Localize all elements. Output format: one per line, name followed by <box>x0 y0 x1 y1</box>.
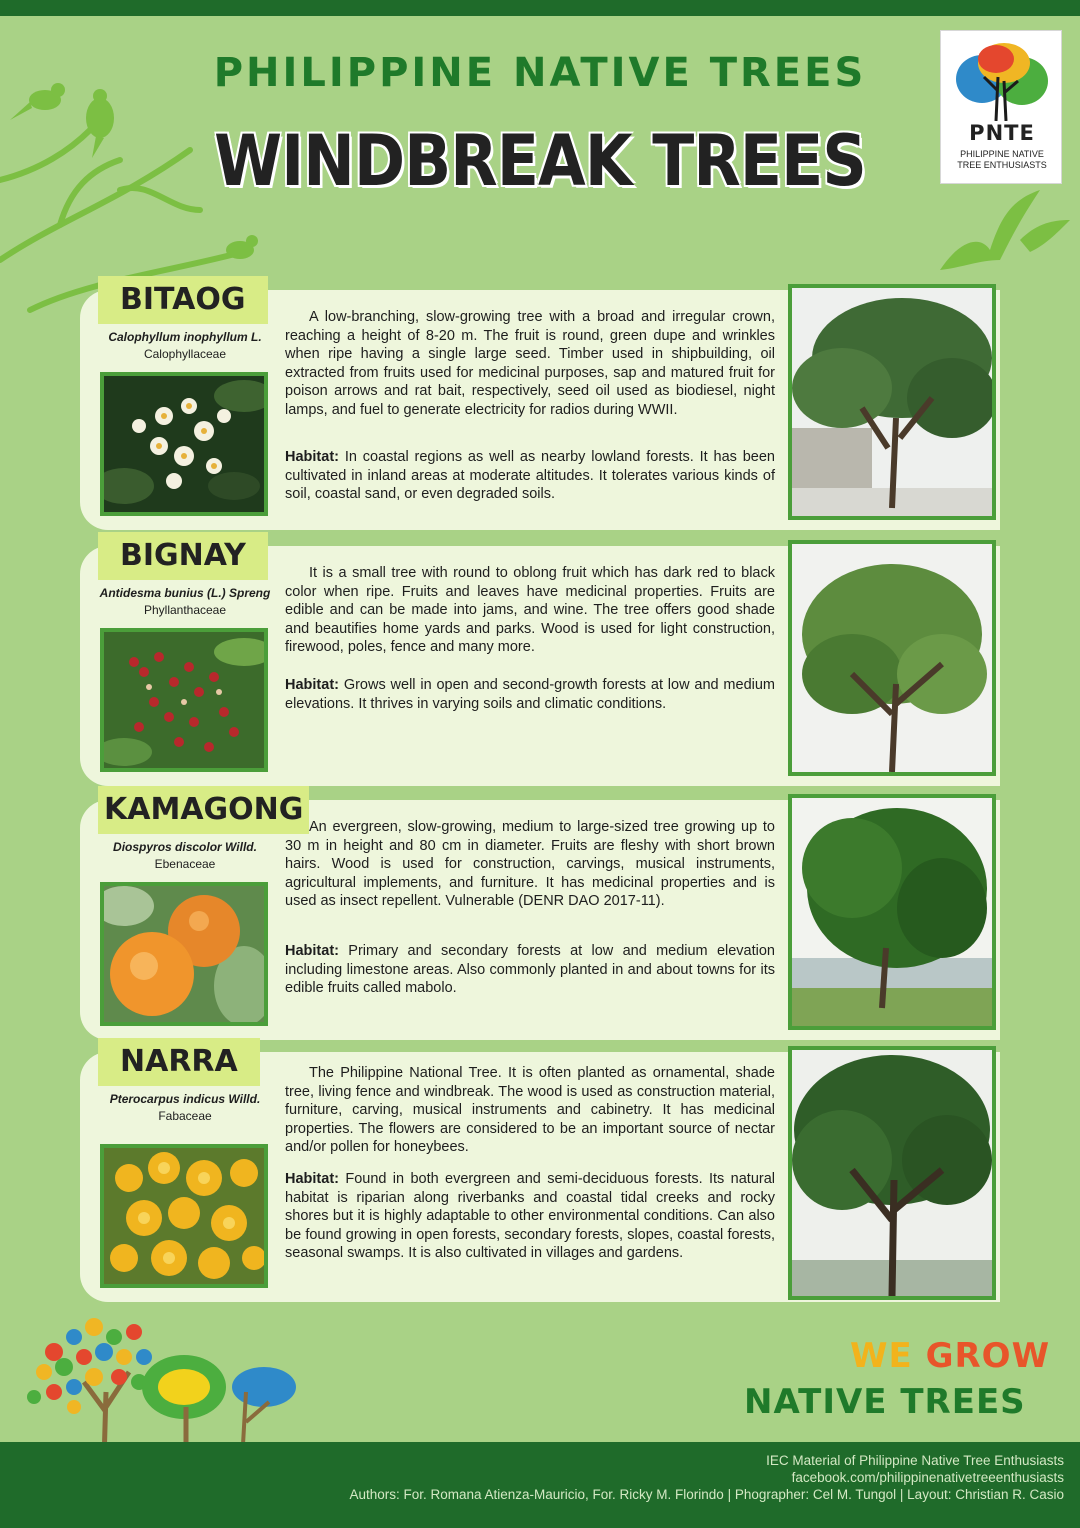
slogan-we-grow <box>850 1336 1050 1376</box>
kicker-title: PHILIPPINE NATIVE TREES <box>213 50 867 96</box>
tree-habitat <box>285 448 775 504</box>
tree-habitat <box>285 676 775 713</box>
top-bar <box>0 0 1080 16</box>
slogan-grow: GROW <box>925 1336 1051 1376</box>
tree-card-kamagong <box>80 792 1000 1040</box>
habitat-text: Primary and secondary forests at low and medium elevation including limestone areas. Also commonly planted in and about towns for its edible fruits called mabolo. <box>285 943 775 996</box>
family-name: Calophyllaceae <box>143 347 227 361</box>
logo-subtitle: PHILIPPINE NATIVE TREE ENTHUSIASTS <box>957 149 1047 170</box>
kamagong-fruit-photo <box>100 882 268 1026</box>
habitat-text: In coastal regions as well as nearby lowland forests. It has been cultivated in inland areas at moderate altitudes. It tolerates various kinds of soil, coastal sand, or even degraded soils. <box>285 449 775 502</box>
tree-name: KAMAGONG <box>98 786 309 834</box>
tree-description: It is a small tree with round to oblong fruit which has dark red to black color when ripe. Fruits and leaves have medicinal properties. Fruits are edible and can be made into jams, and wine. The tree offers good shade and beautifies home yards and parks. Wood is used for light construction, firewood, poles, fence and many more. <box>285 565 775 655</box>
slogan-we: WE <box>850 1336 913 1376</box>
tree-name: BITAOG <box>98 276 268 324</box>
slogan-native-trees: NATIVE TREES <box>744 1382 1026 1422</box>
bignay-tree-photo <box>788 540 996 776</box>
habitat-label: Habitat: <box>285 943 339 959</box>
credits-facebook-link: facebook.com/philippinenativetreeenthusiasts <box>791 1470 1064 1485</box>
credits <box>324 1452 1064 1503</box>
narra-tree-photo <box>788 1046 996 1300</box>
scientific-name: Pterocarpus indicus Willd. <box>109 1092 261 1106</box>
tree-card-narra <box>80 1044 1000 1302</box>
habitat-text: Grows well in open and second-growth forests at low and medium elevations. It thrives in varying soils and climatic conditions. <box>285 677 775 712</box>
kamagong-tree-photo <box>788 794 996 1030</box>
tree-description: An evergreen, slow-growing, medium to large-sized tree growing up to 30 m in height and 80 cm in diameter. Fruits are fleshy with short brown hairs. Wood is used for construction, carvings, musical instruments, agricultural implements, and furniture. It has medicinal properties and is used as insect repellent. Vulnerable (DENR DAO 2017-11). <box>285 819 775 909</box>
tree-card-bignay <box>80 538 1000 786</box>
pnte-logo <box>940 30 1062 184</box>
scientific-name: Calophyllum inophyllum L. <box>108 330 262 344</box>
habitat-text: Found in both evergreen and semi-deciduous forests. Its natural habitat is riparian along riverbanks and coastal tidal creeks and rocky shores but it is highly adaptable to other environmental conditions. Can also be found growing in open forests, secondary forests, slopes, coastal forests, seasonal swamps. It is also cultivated in villages and gardens. <box>285 1171 775 1261</box>
family-name: Fabaceae <box>158 1109 212 1123</box>
bitaog-tree-photo <box>788 284 996 520</box>
tree-name: NARRA <box>98 1038 260 1086</box>
bignay-fruit-photo <box>100 628 268 772</box>
tree-description: A low-branching, slow-growing tree with a broad and irregular crown, reaching a height of 8-20 m. The fruit is round, green dupe and wrinkles when ripe having a single large seed. Timber used in shipbuilding, oil extracted from fruits used for medicinal purposes, sap and matured fruit for poison arrows and rat bait, respectively, seed oil used as biodiesel, night lamps, and fuel to generate electricity for radios during WWII. <box>285 309 775 418</box>
flying-birds-illustration <box>930 180 1080 290</box>
family-name: Ebenaceae <box>154 857 216 871</box>
tree-habitat <box>285 942 775 998</box>
bitaog-flower-photo <box>100 372 268 516</box>
habitat-label: Habitat: <box>285 1171 339 1187</box>
tree-name: BIGNAY <box>98 532 268 580</box>
habitat-label: Habitat: <box>285 449 339 465</box>
scientific-name: Diospyros discolor Willd. <box>113 840 257 854</box>
tree-description: The Philippine National Tree. It is often planted as ornamental, shade tree, living fence and windbreak. The wood is used as construction material, furniture, carving, musical instruments and cabinetry. It has medicinal properties. The flowers are considered to be an important source of nectar and/or pollen for honeybees. <box>285 1065 775 1155</box>
page-title: WINDBREAK TREES <box>214 120 866 202</box>
tree-habitat <box>285 1170 775 1263</box>
credits-authors: Authors: For. Romana Atienza-Mauricio, For. Ricky M. Florindo | Phographer: Cel M. Tungol | Layout: Christian R. Casio <box>349 1487 1064 1502</box>
habitat-label: Habitat: <box>285 677 339 693</box>
family-name: Phyllanthaceae <box>143 603 227 617</box>
scientific-name: Antidesma bunius (L.) Spreng <box>99 586 271 600</box>
logo-name: PNTE <box>969 121 1035 145</box>
tree-card-bitaog <box>80 282 1000 530</box>
narra-flower-photo <box>100 1144 268 1288</box>
credits-line-1: IEC Material of Philippine Native Tree Enthusiasts <box>766 1453 1064 1468</box>
pnte-tree-logo-icon <box>952 41 1052 121</box>
